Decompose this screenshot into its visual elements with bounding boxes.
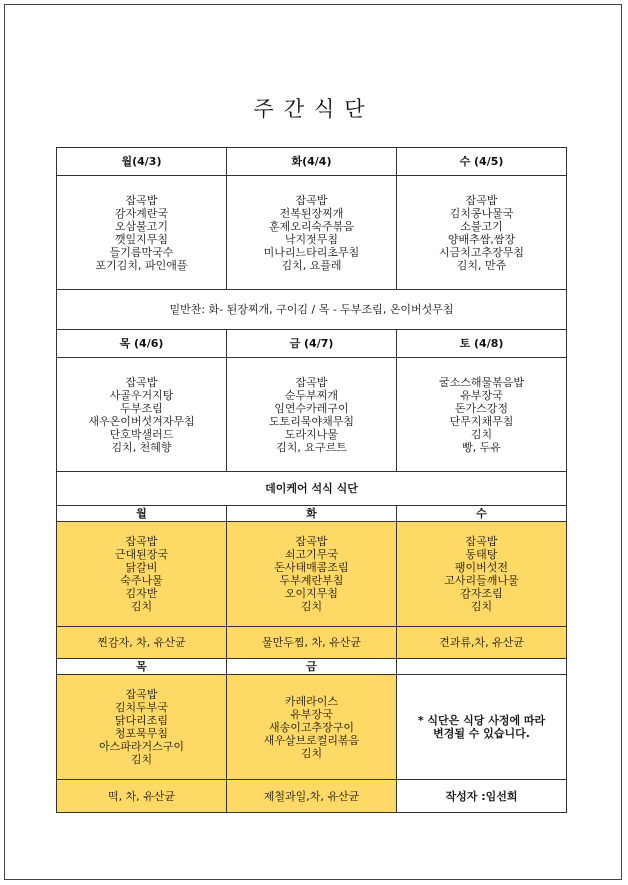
menu-fri: 잡곡밥 순두부찌개 임연수카레구이 도토리묵야채무침 도라지나물 김치, 요구르트: [227, 358, 397, 472]
daycare1-menu-row: [57, 522, 567, 627]
day-header-sat: 토 (4/8): [397, 330, 567, 358]
daycare-menu-thu: 잡곡밥 김치두부국 닭다리조림 청포묵무침 아스파라거스구이 김치: [57, 675, 227, 780]
day-header-wed: 수 (4/5): [397, 148, 567, 176]
menu-thu: 잡곡밥 사골우거지탕 두부조림 새우온이버섯겨자무침 단호박샐러드 김치, 천혜향: [57, 358, 227, 472]
menu-mon: 잡곡밥 감자계란국 오삼불고기 깻잎지무침 들기름막국수 포기김치, 파인애플: [57, 176, 227, 290]
day-header-thu: 목 (4/6): [57, 330, 227, 358]
daycare-header-empty: [397, 659, 567, 675]
daycare-snack-mon: 찐감자, 차, 유산균: [57, 627, 227, 659]
document-page: [4, 4, 622, 880]
daycare2-snack-row: [57, 780, 567, 813]
daycare-menu-tue: 잡곡밥 쇠고기무국 돈사태매콤조림 두부계란부침 오이지무침 김치: [227, 522, 397, 627]
daycare-header-mon: 월: [57, 506, 227, 522]
daycare-title: 데이케어 석식 식단: [57, 472, 567, 506]
daycare-header-thu: 목: [57, 659, 227, 675]
day-header-fri: 금 (4/7): [227, 330, 397, 358]
daycare-menu-fri: 카레라이스 유부장국 새송이고추장구이 새우살브로컬리볶음 김치: [227, 675, 397, 780]
author-label: 작성자 :임선희: [397, 780, 567, 813]
daycare-snack-thu: 떡, 차, 유산균: [57, 780, 227, 813]
daycare-snack-fri: 제철과일,차, 유산균: [227, 780, 397, 813]
daycare-header-tue: 화: [227, 506, 397, 522]
daycare-snack-wed: 견과류,차, 유산균: [397, 627, 567, 659]
side-dish-row: [57, 290, 567, 330]
daycare2-header-row: [57, 659, 567, 675]
daycare-title-row: [57, 472, 567, 506]
day-header-tue: 화(4/4): [227, 148, 397, 176]
daycare-menu-mon: 잡곡밥 근대된장국 닭갈비 숙주나물 김자반 김치: [57, 522, 227, 627]
menu-change-notice: * 식단은 식당 사정에 따라 변경될 수 있습니다.: [397, 675, 567, 780]
week1-header-row: [57, 148, 567, 176]
side-dish-note: 밑반찬: 화- 된장찌개, 구이김 / 목 - 두부조림, 온이버섯무침: [57, 290, 567, 330]
daycare2-menu-row: [57, 675, 567, 780]
week1-menu-row: [57, 176, 567, 290]
daycare-snack-tue: 물만두찜, 차, 유산균: [227, 627, 397, 659]
menu-wed: 잡곡밥 김치콩나물국 소불고기 양배추쌈,쌈장 시금치고추장무침 김치, 만쥬: [397, 176, 567, 290]
week2-header-row: [57, 330, 567, 358]
page-title: 주간식단: [253, 97, 375, 121]
day-header-mon: 월(4/3): [57, 148, 227, 176]
daycare1-snack-row: [57, 627, 567, 659]
daycare-header-fri: 금: [227, 659, 397, 675]
weekly-menu-table: [56, 147, 567, 813]
daycare1-header-row: [57, 506, 567, 522]
daycare-header-wed: 수: [397, 506, 567, 522]
menu-sat: 굴소스해물볶음밥 유부장국 돈가스강정 단무지채무침 김치 빵, 두유: [397, 358, 567, 472]
week2-menu-row: [57, 358, 567, 472]
daycare-menu-wed: 잡곡밥 동태탕 팽이버섯전 고사리들깨나물 감자조림 김치: [397, 522, 567, 627]
menu-tue: 잡곡밥 전복된장찌개 훈제오리숙주볶음 낙지젓무침 미나리느타리초무침 김치, 요플레: [227, 176, 397, 290]
